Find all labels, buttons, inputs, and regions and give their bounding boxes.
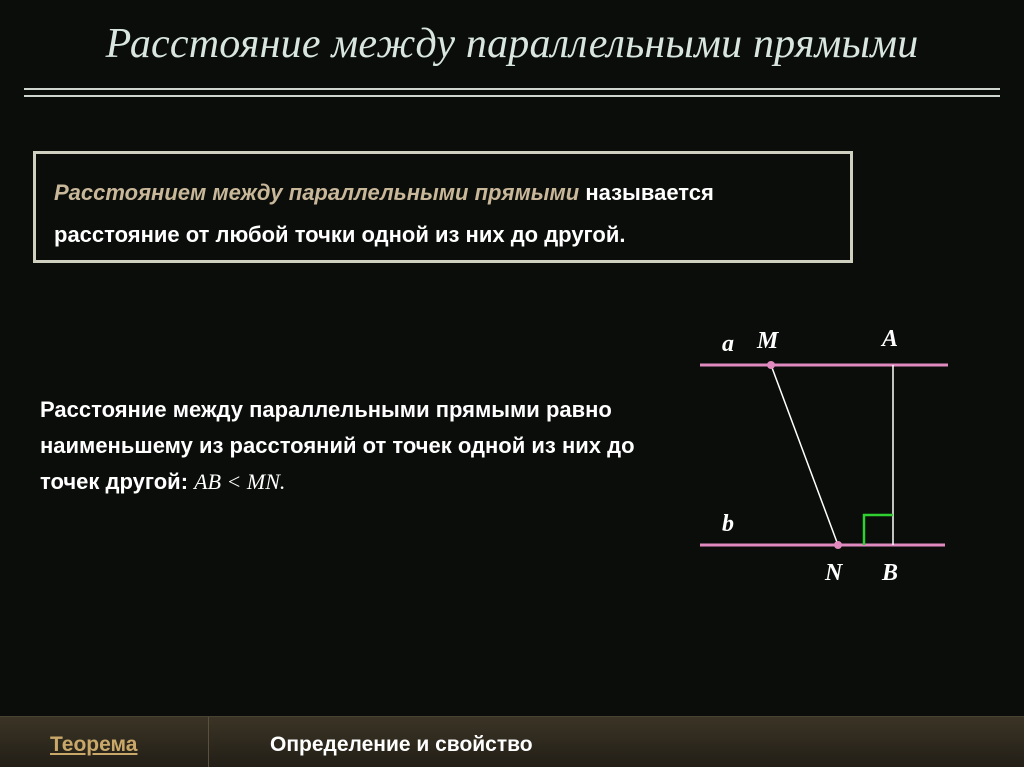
theorem-link[interactable]: Теорема: [50, 733, 138, 756]
segment-mn: [771, 365, 838, 545]
footer-divider: [208, 717, 209, 767]
point-a-label: A: [882, 326, 899, 352]
footer-bar: [0, 716, 1024, 767]
section-title: Определение и свойство: [270, 733, 533, 756]
line-a-label: a: [722, 331, 734, 357]
definition-body: называется расстояние от любой точки одной из них до другой.: [54, 180, 714, 247]
property-formula: AB < MN.: [194, 469, 286, 494]
point-m-label: M: [757, 328, 779, 354]
point-b-label: B: [882, 560, 899, 586]
point-n-label: N: [825, 560, 843, 586]
definition-term: Расстоянием между параллельными прямыми: [54, 180, 580, 205]
line-b-label: b: [722, 511, 734, 537]
point-n-dot: [834, 541, 842, 549]
point-m-dot: [767, 361, 775, 369]
right-angle-mark: [864, 515, 893, 545]
slide-title: Расстояние между параллельными прямыми: [105, 21, 919, 67]
property-text: Расстояние между параллельными прямыми равно наименьшему из расстояний от точек одной из них до точек другой:: [40, 397, 635, 494]
